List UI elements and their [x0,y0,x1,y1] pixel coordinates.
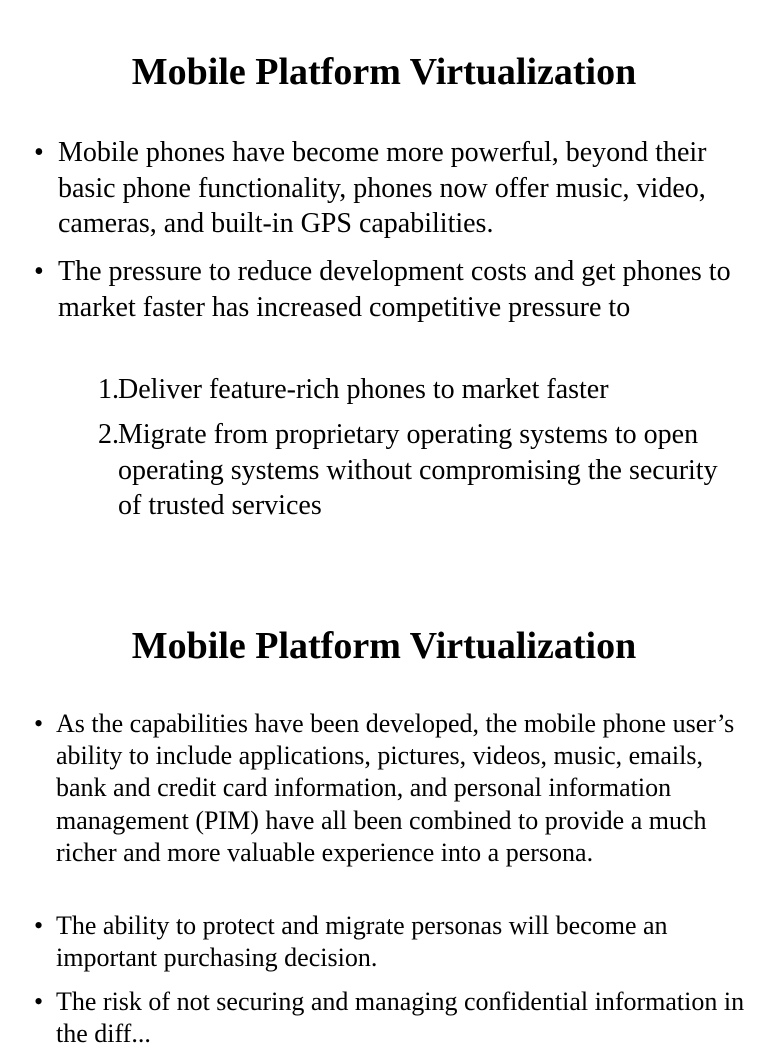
item-number: 2. [98,419,119,450]
bullet-icon: • [34,911,44,940]
item-number: 1. [98,374,119,405]
bullet-text: Mobile phones have become more powerful, beyond their basic phone functionality, phones now offer music, video, cameras, and built-in GPS capabilities. [58,137,707,239]
bullet-icon: • [34,709,44,738]
bullet-text: As the capabilities have been developed, the mobile phone user’s ability to include applications, pictures, videos, music, emails, bank and credit card information, and personal information management (PIM) have all been combined to provide a much richer and more valuable experience into a persona. [56,709,735,867]
slide-2 [0,580,768,1049]
bullet-text: The ability to protect and migrate personas will become an important purchasing decision. [56,911,668,973]
item-text: Migrate from proprietary operating systems to open operating systems without compromising the security of trusted services [118,419,718,521]
slide-2-title: Mobile Platform Virtualization [131,625,637,667]
slide-1-title: Mobile Platform Virtualization [131,51,637,93]
item-text: Deliver feature-rich phones to market faster [118,374,609,405]
bullet-icon: • [34,256,44,287]
bullet-text: The pressure to reduce development costs and get phones to market faster has increased competitive pressure to [58,256,731,323]
bullet-icon: • [34,137,44,168]
bullet-icon: • [34,987,44,1016]
bullet-text: The risk of not securing and managing confidential information in the diff... [56,987,745,1049]
